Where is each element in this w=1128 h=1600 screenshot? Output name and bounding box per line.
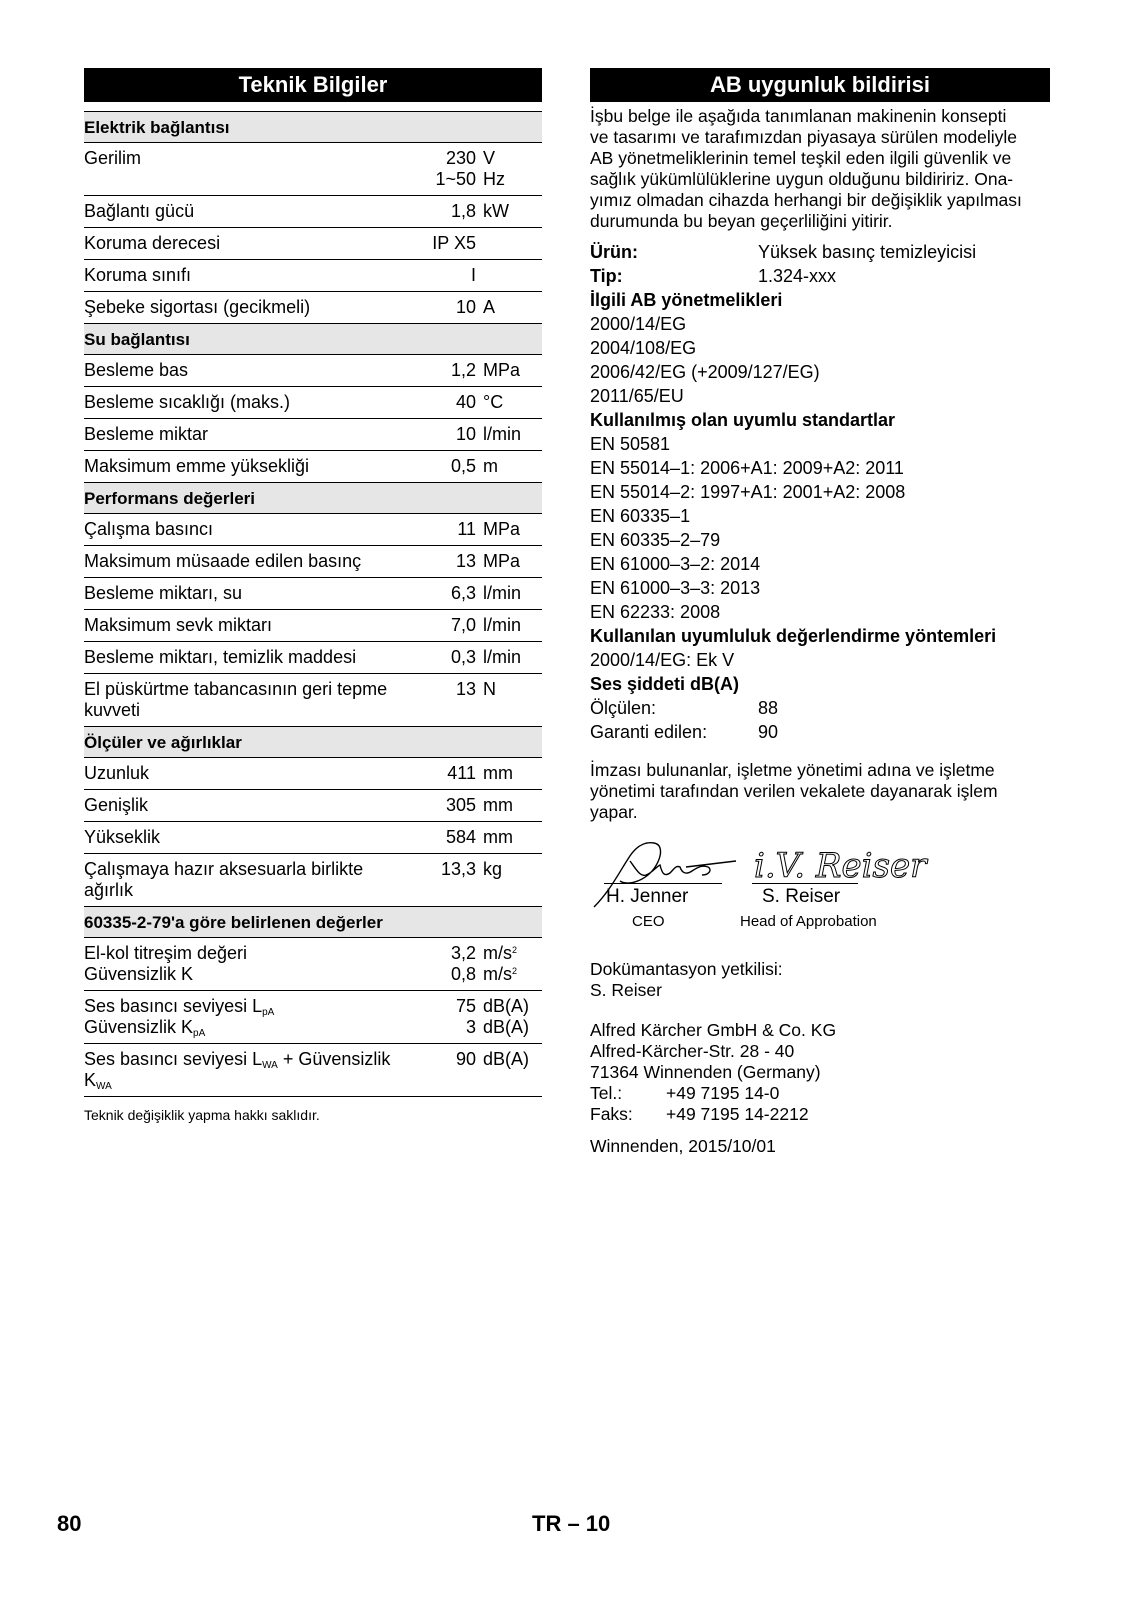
row-label xyxy=(84,679,420,721)
table-row xyxy=(84,991,542,1044)
section-header: Performans değerleri xyxy=(84,482,542,514)
row-label: Bağlantı gücü xyxy=(84,201,195,221)
page-code: TR – 10 xyxy=(532,1511,611,1536)
table-row xyxy=(84,451,542,483)
standard-item: EN 62233: 2008 xyxy=(590,602,721,622)
unit-text: mm xyxy=(483,795,513,815)
row-label-line: kuvveti xyxy=(84,700,141,720)
value: 11 xyxy=(457,519,476,539)
row-label: Şebeke sigortası (gecikmeli) xyxy=(84,297,311,317)
value: 13,3 xyxy=(440,859,476,879)
unit-text: l/min xyxy=(483,647,522,667)
unit xyxy=(476,265,483,286)
value: 40 xyxy=(455,392,476,412)
row-label: Maksimum sevk miktarı xyxy=(84,615,273,635)
table-row xyxy=(84,790,542,822)
standard-item: EN 50581 xyxy=(590,434,671,454)
row-label: Besleme bas xyxy=(84,360,189,380)
unit xyxy=(476,551,520,572)
unit-text: N xyxy=(483,679,496,699)
row-label: Genişlik xyxy=(84,795,149,815)
place-date: Winnenden, 2015/10/01 xyxy=(590,1136,776,1156)
signatures xyxy=(590,831,1050,941)
table-row xyxy=(84,387,542,419)
label-part: Güvensizlik K xyxy=(84,1017,194,1037)
row-label: Besleme sıcaklığı (maks.) xyxy=(84,392,291,412)
value: IP X5 xyxy=(432,233,476,253)
unit xyxy=(476,392,503,413)
label-part: K xyxy=(84,1070,97,1090)
unit-text: Hz xyxy=(483,169,505,189)
product-value: Yüksek basınç temizleyicisi xyxy=(758,242,977,262)
measured-label: Ölçülen: xyxy=(590,698,657,718)
product-row xyxy=(590,240,1050,264)
signer2-role: Head of Approbation xyxy=(740,913,877,930)
table-row xyxy=(84,578,542,610)
value: 230 xyxy=(445,148,476,168)
signatory-statement xyxy=(590,760,1050,823)
unit-text: m/s xyxy=(483,943,512,963)
subscript: WA xyxy=(262,1060,278,1071)
intro-line: durumunda bu beyan geçerliliğini yitirir. xyxy=(590,211,893,231)
directive-item: 2000/14/EG xyxy=(590,314,687,334)
signature-reiser-lettering: i.V. Reiser xyxy=(754,846,927,886)
value: 7,0 xyxy=(450,615,476,635)
value: 1~50 xyxy=(435,169,476,189)
company-address xyxy=(590,1020,1050,1125)
row-label: Besleme miktar xyxy=(84,424,209,444)
unit xyxy=(476,1017,529,1038)
technical-data-table xyxy=(84,111,542,1097)
table-row xyxy=(84,758,542,790)
standard-item: EN 55014–2: 1997+A1: 2001+A2: 2008 xyxy=(590,482,906,502)
label-part: Ses basıncı seviyesi L xyxy=(84,1049,263,1069)
unit xyxy=(476,795,513,816)
row-label-line: Güvensizlik K xyxy=(84,964,194,984)
row-label-line: Çalışmaya hazır aksesuarla birlikte xyxy=(84,859,364,879)
table-row xyxy=(84,1044,542,1097)
label-part: + Güvensizlik xyxy=(277,1049,391,1069)
standard-item: EN 60335–1 xyxy=(590,506,691,526)
table-row xyxy=(84,260,542,292)
subscript: pA xyxy=(262,1007,275,1018)
doc-line: S. Reiser xyxy=(590,980,662,1000)
technical-data-heading: Teknik Bilgiler xyxy=(84,68,542,102)
standard-item: EN 61000–3–3: 2013 xyxy=(590,578,761,598)
documentation-officer xyxy=(590,959,1050,1001)
unit xyxy=(476,424,521,445)
row-label: Yükseklik xyxy=(84,827,161,847)
row-label xyxy=(84,943,420,985)
value: 305 xyxy=(445,795,476,815)
value: 584 xyxy=(445,827,476,847)
address-line: Alfred Kärcher GmbH & Co. KG xyxy=(590,1020,837,1040)
row-label: Çalışma basıncı xyxy=(84,519,214,539)
address-line: 71364 Winnenden (Germany) xyxy=(590,1062,821,1082)
method-item: 2000/14/EG: Ek V xyxy=(590,650,735,670)
row-label: Maksimum emme yüksekliği xyxy=(84,456,310,476)
unit-text: dB(A) xyxy=(483,1017,530,1037)
unit xyxy=(476,233,483,254)
section-header: Su bağlantısı xyxy=(84,323,542,355)
intro-line: AB yönetmeliklerinin temel teşkil eden ilgili güvenlik ve xyxy=(590,148,1012,168)
subscript: pA xyxy=(193,1028,206,1039)
table-row xyxy=(84,674,542,727)
table-row xyxy=(84,292,542,324)
row-label-line: El püskürtme tabancasının geri tepme xyxy=(84,679,388,699)
table-row xyxy=(84,419,542,451)
intro-line: yımız olmadan cihazda herhangi bir değişiklik yapılması xyxy=(590,190,1022,210)
type-row xyxy=(590,264,1050,288)
value: 13 xyxy=(455,551,476,571)
guaranteed-value: 90 xyxy=(758,722,779,742)
table-row xyxy=(84,143,542,196)
row-label-line xyxy=(84,1017,420,1038)
table-row xyxy=(84,938,542,991)
unit-text: mm xyxy=(483,827,513,847)
row-label: Maksimum müsaade edilen basınç xyxy=(84,551,362,571)
unit xyxy=(476,943,517,964)
section-header: Ölçüler ve ağırlıklar xyxy=(84,726,542,758)
row-label: Besleme miktarı, temizlik maddesi xyxy=(84,647,357,667)
unit-text: m/s xyxy=(483,964,512,984)
row-label-line xyxy=(84,1070,420,1091)
type-label: Tip: xyxy=(590,266,623,286)
statement-line: yapar. xyxy=(590,802,638,822)
address-line: Alfred-Kärcher-Str. 28 - 40 xyxy=(590,1041,795,1061)
superscript: 2 xyxy=(512,945,518,955)
value: 411 xyxy=(447,763,476,783)
unit xyxy=(476,583,521,604)
value: 3 xyxy=(465,1017,476,1037)
unit xyxy=(476,1049,529,1070)
unit xyxy=(476,615,521,636)
unit xyxy=(476,827,513,848)
unit-text: l/min xyxy=(483,583,522,603)
guaranteed-label: Garanti edilen: xyxy=(590,722,708,742)
unit xyxy=(476,859,502,880)
table-row xyxy=(84,642,542,674)
ec-declaration-heading: AB uygunluk bildirisi xyxy=(590,68,1050,102)
technical-data-column xyxy=(84,68,542,1123)
unit xyxy=(476,148,495,169)
unit-text: dB(A) xyxy=(483,996,530,1016)
value: 13 xyxy=(455,679,476,699)
unit xyxy=(476,201,509,222)
table-row xyxy=(84,822,542,854)
footnote: Teknik değişiklik yapma hakkı saklıdır. xyxy=(84,1107,320,1123)
unit-text: m xyxy=(483,456,498,476)
value: 3,2 xyxy=(450,943,476,963)
ec-declaration-column xyxy=(590,68,1050,1157)
table-row xyxy=(84,546,542,578)
intro-line: İşbu belge ile aşağıda tanımlanan makinenin konsepti xyxy=(590,106,1007,126)
standard-item: EN 61000–3–2: 2014 xyxy=(590,554,761,574)
page-number: 80 xyxy=(57,1511,82,1536)
unit-text: mm xyxy=(483,763,513,783)
tel-label: Tel.: xyxy=(590,1083,623,1103)
unit-text: V xyxy=(483,148,496,168)
row-label: Besleme miktarı, su xyxy=(84,583,243,603)
statement-line: İmzası bulunanlar, işletme yönetimi adına ve işletme xyxy=(590,760,995,780)
unit xyxy=(476,297,495,318)
signer1-name: H. Jenner xyxy=(606,886,689,907)
value: 1,8 xyxy=(450,201,476,221)
unit xyxy=(476,964,517,985)
unit xyxy=(476,996,529,1017)
section-header: Elektrik bağlantısı xyxy=(84,111,542,143)
value: 10 xyxy=(455,297,476,317)
table-row xyxy=(84,196,542,228)
unit xyxy=(476,647,521,668)
standard-item: EN 60335–2–79 xyxy=(590,530,721,550)
subscript: WA xyxy=(96,1081,112,1092)
value: 0,3 xyxy=(450,647,476,667)
fax-value: +49 7195 14-2212 xyxy=(666,1104,809,1124)
row-label: Koruma sınıfı xyxy=(84,265,192,285)
table-row xyxy=(84,355,542,387)
declaration-intro xyxy=(590,106,1050,232)
unit-text: kg xyxy=(483,859,503,879)
row-label-line: El-kol titreşim değeri xyxy=(84,943,248,963)
unit xyxy=(476,456,498,477)
value: 0,8 xyxy=(450,964,476,984)
row-label: Gerilim xyxy=(84,148,141,168)
row-label xyxy=(84,859,420,901)
doc-line: Dokümantasyon yetkilisi: xyxy=(590,959,783,979)
value: 75 xyxy=(455,996,476,1016)
unit-text: MPa xyxy=(483,551,521,571)
row-label-line xyxy=(84,1049,420,1070)
unit-text: l/min xyxy=(483,424,522,444)
fax-label: Faks: xyxy=(590,1104,633,1124)
value: 10 xyxy=(455,424,476,444)
table-row xyxy=(84,228,542,260)
signer1-role: CEO xyxy=(632,913,665,930)
table-row xyxy=(84,514,542,546)
superscript: 2 xyxy=(512,966,518,976)
signer2-name: S. Reiser xyxy=(762,886,841,907)
standards-title: Kullanılmış olan uyumlu standartlar xyxy=(590,410,896,430)
tel-value: +49 7195 14-0 xyxy=(666,1083,780,1103)
row-label-line: ağırlık xyxy=(84,880,134,900)
label-part: Ses basıncı seviyesi L xyxy=(84,996,263,1016)
type-value: 1.324-xxx xyxy=(758,266,837,286)
unit-text: °C xyxy=(483,392,504,412)
directives-title: İlgili AB yönetmelikleri xyxy=(590,290,783,310)
directive-item: 2004/108/EG xyxy=(590,338,697,358)
table-row xyxy=(84,610,542,642)
row-label xyxy=(84,996,420,1038)
unit xyxy=(476,360,520,381)
unit xyxy=(476,519,520,540)
unit xyxy=(476,169,505,190)
row-label: Uzunluk xyxy=(84,763,150,783)
value: 1,2 xyxy=(450,360,476,380)
measured-value: 88 xyxy=(758,698,779,718)
product-label: Ürün: xyxy=(590,242,638,262)
sound-title: Ses şiddeti dB(A) xyxy=(590,674,740,694)
unit xyxy=(476,763,513,784)
directive-item: 2006/42/EG (+2009/127/EG) xyxy=(590,362,820,382)
row-label xyxy=(84,1049,420,1091)
value: 6,3 xyxy=(450,583,476,603)
unit-text: l/min xyxy=(483,615,522,635)
methods-title: Kullanılan uyumluluk değerlendirme yöntemleri xyxy=(590,626,997,646)
row-label-line xyxy=(84,996,420,1017)
statement-line: yönetimi tarafından verilen vekalete dayanarak işlem xyxy=(590,781,998,801)
intro-line: sağlık yükümlülüklerine uygun olduğunu bildiririz. Ona- xyxy=(590,169,1014,189)
standard-item: EN 55014–1: 2006+A1: 2009+A2: 2011 xyxy=(590,458,904,478)
unit-text: A xyxy=(483,297,496,317)
row-label: Koruma derecesi xyxy=(84,233,221,253)
value: I xyxy=(470,265,476,285)
intro-line: ve tasarımı ve tarafımızdan piyasaya sürülen modeliyle xyxy=(590,127,1017,147)
table-row xyxy=(84,854,542,907)
unit-text: MPa xyxy=(483,360,521,380)
unit-text: dB(A) xyxy=(483,1049,530,1069)
value: 90 xyxy=(455,1049,476,1069)
guaranteed-row xyxy=(590,720,1050,744)
section-header: 60335-2-79'a göre belirlenen değerler xyxy=(84,906,542,938)
fax-row xyxy=(590,1104,1050,1125)
tel-row xyxy=(590,1083,1050,1104)
unit xyxy=(476,679,496,700)
value: 0,5 xyxy=(450,456,476,476)
unit-text: MPa xyxy=(483,519,521,539)
directive-item: 2011/65/EU xyxy=(590,386,684,406)
measured-row xyxy=(590,696,1050,720)
unit-text: kW xyxy=(483,201,509,221)
